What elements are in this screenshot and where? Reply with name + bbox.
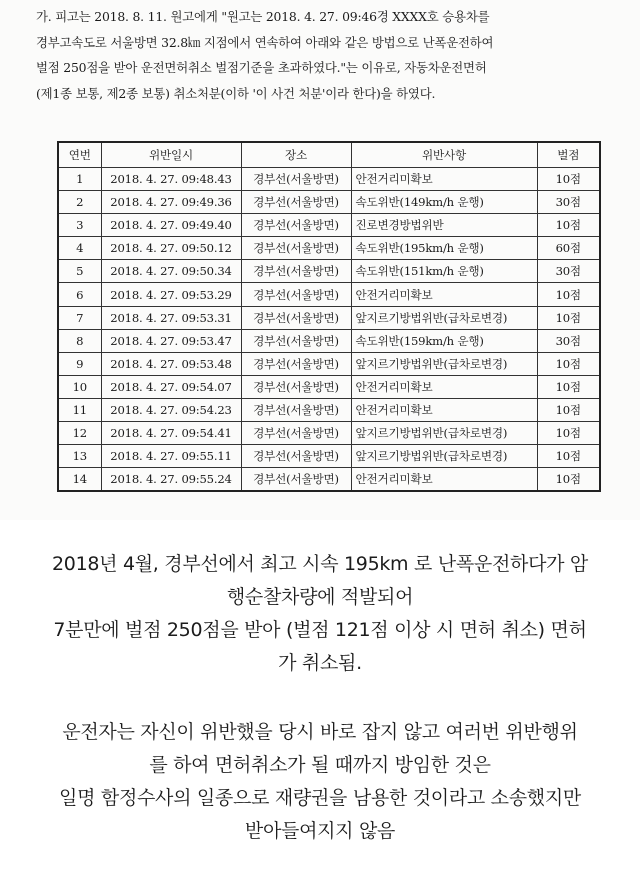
caption-line: 행순찰차량에 적발되어 [226,586,414,608]
decision-line: 경부고속도로 서울방면 32.8㎞ 지점에서 연속하여 아래와 같은 방법으로 난폭운전하여 [36,34,494,50]
table-header-row [58,142,600,168]
cell-points: 10점 [537,398,600,421]
cell-no: 1 [58,168,101,191]
header-datetime: 위반일시 [101,142,241,168]
cell-place: 경부선(서울방면) [241,283,351,306]
caption-line: 일명 함정수사의 일종으로 재량권을 남용한 것이라고 소송했지만 [59,787,581,809]
violations-table [57,141,601,492]
cell-points: 10점 [537,352,600,375]
cell-no: 8 [58,329,101,352]
cell-no: 12 [58,422,101,445]
cell-points: 10점 [537,214,600,237]
cell-no: 10 [58,375,101,398]
header-points: 벌점 [537,142,600,168]
cell-no: 5 [58,260,101,283]
cell-datetime: 2018. 4. 27. 09:54.23 [101,398,241,421]
cell-points: 60점 [537,237,600,260]
table-row [58,398,600,421]
table-row [58,422,600,445]
table-row [58,306,600,329]
cell-no: 3 [58,214,101,237]
cell-no: 14 [58,468,101,492]
table-row [58,375,600,398]
cell-points: 10점 [537,168,600,191]
cell-place: 경부선(서울방면) [241,422,351,445]
header-violation: 위반사항 [351,142,537,168]
header-place: 장소 [241,142,351,168]
cell-violation: 안전거리미확보 [351,168,537,191]
cell-no: 7 [58,306,101,329]
cell-violation: 속도위반(149km/h 운행) [351,191,537,214]
cell-points: 10점 [537,283,600,306]
decision-line: 가. 피고는 2018. 8. 11. 원고에게 "원고는 2018. 4. 27. 09:46경 XXXX호 승용차를 [36,9,490,24]
cell-violation: 안전거리미확보 [351,468,537,492]
cell-place: 경부선(서울방면) [241,260,351,283]
caption-line: 받아들여지지 않음 [244,820,396,842]
lawsuit-caption [0,716,640,848]
cell-violation: 진로변경방법위반 [351,214,537,237]
caption-line: 를 하여 면허취소가 될 때까지 방임한 것은 [149,754,491,776]
table-row [58,214,600,237]
table-row [58,329,600,352]
table-row [58,260,600,283]
cell-place: 경부선(서울방면) [241,237,351,260]
cell-points: 30점 [537,191,600,214]
caption-line: 7분만에 벌점 250점을 받아 (벌점 121점 이상 시 면허 취소) 면허 [53,619,587,641]
decision-paragraph [36,4,616,106]
header-no: 연번 [58,142,101,168]
decision-line: (제1종 보통, 제2종 보통) 취소처분(이하 '이 사건 처분'이라 한다)을 하였다. [36,85,436,101]
table-row [58,468,600,492]
cell-violation: 속도위반(151km/h 운행) [351,260,537,283]
cell-points: 10점 [537,422,600,445]
cell-place: 경부선(서울방면) [241,445,351,468]
table-row [58,445,600,468]
cell-datetime: 2018. 4. 27. 09:48.43 [101,168,241,191]
cell-datetime: 2018. 4. 27. 09:54.07 [101,375,241,398]
cell-datetime: 2018. 4. 27. 09:55.24 [101,468,241,492]
table-row [58,168,600,191]
cell-points: 30점 [537,329,600,352]
cell-place: 경부선(서울방면) [241,168,351,191]
caption-line: 가 취소됨. [278,652,362,674]
cell-place: 경부선(서울방면) [241,468,351,492]
cell-place: 경부선(서울방면) [241,375,351,398]
cell-datetime: 2018. 4. 27. 09:53.31 [101,306,241,329]
cell-place: 경부선(서울방면) [241,191,351,214]
caption-line: 2018년 4월, 경부선에서 최고 시속 195km 로 난폭운전하다가 암 [52,553,588,575]
cell-points: 10점 [537,306,600,329]
cell-no: 11 [58,398,101,421]
cell-violation: 앞지르기방법위반(급차로변경) [351,306,537,329]
cell-violation: 속도위반(195km/h 운행) [351,237,537,260]
cell-datetime: 2018. 4. 27. 09:49.36 [101,191,241,214]
table-row [58,237,600,260]
cell-place: 경부선(서울방면) [241,352,351,375]
cell-datetime: 2018. 4. 27. 09:49.40 [101,214,241,237]
decision-line: 벌점 250점을 받아 운전면허취소 벌점기준을 초과하였다."는 이유로, 자동차운전면허 [36,60,487,75]
cell-points: 10점 [537,375,600,398]
cell-points: 10점 [537,468,600,492]
cell-violation: 앞지르기방법위반(급차로변경) [351,445,537,468]
caption-line: 운전자는 자신이 위반했을 당시 바로 잡지 않고 여러번 위반행위 [62,721,578,743]
cell-datetime: 2018. 4. 27. 09:53.29 [101,283,241,306]
cell-violation: 안전거리미확보 [351,375,537,398]
cell-no: 9 [58,352,101,375]
cell-violation: 앞지르기방법위반(급차로변경) [351,352,537,375]
cell-points: 30점 [537,260,600,283]
cell-place: 경부선(서울방면) [241,214,351,237]
summary-caption [0,548,640,680]
cell-datetime: 2018. 4. 27. 09:55.11 [101,445,241,468]
cell-datetime: 2018. 4. 27. 09:50.12 [101,237,241,260]
table-row [58,191,600,214]
cell-place: 경부선(서울방면) [241,329,351,352]
cell-no: 4 [58,237,101,260]
cell-place: 경부선(서울방면) [241,306,351,329]
cell-violation: 안전거리미확보 [351,283,537,306]
cell-datetime: 2018. 4. 27. 09:53.47 [101,329,241,352]
cell-datetime: 2018. 4. 27. 09:53.48 [101,352,241,375]
cell-violation: 안전거리미확보 [351,398,537,421]
cell-no: 6 [58,283,101,306]
cell-no: 2 [58,191,101,214]
cell-no: 13 [58,445,101,468]
cell-datetime: 2018. 4. 27. 09:54.41 [101,422,241,445]
cell-datetime: 2018. 4. 27. 09:50.34 [101,260,241,283]
cell-violation: 속도위반(159km/h 운행) [351,329,537,352]
cell-violation: 앞지르기방법위반(급차로변경) [351,422,537,445]
cell-points: 10점 [537,445,600,468]
table-row [58,283,600,306]
table-row [58,352,600,375]
cell-place: 경부선(서울방면) [241,398,351,421]
